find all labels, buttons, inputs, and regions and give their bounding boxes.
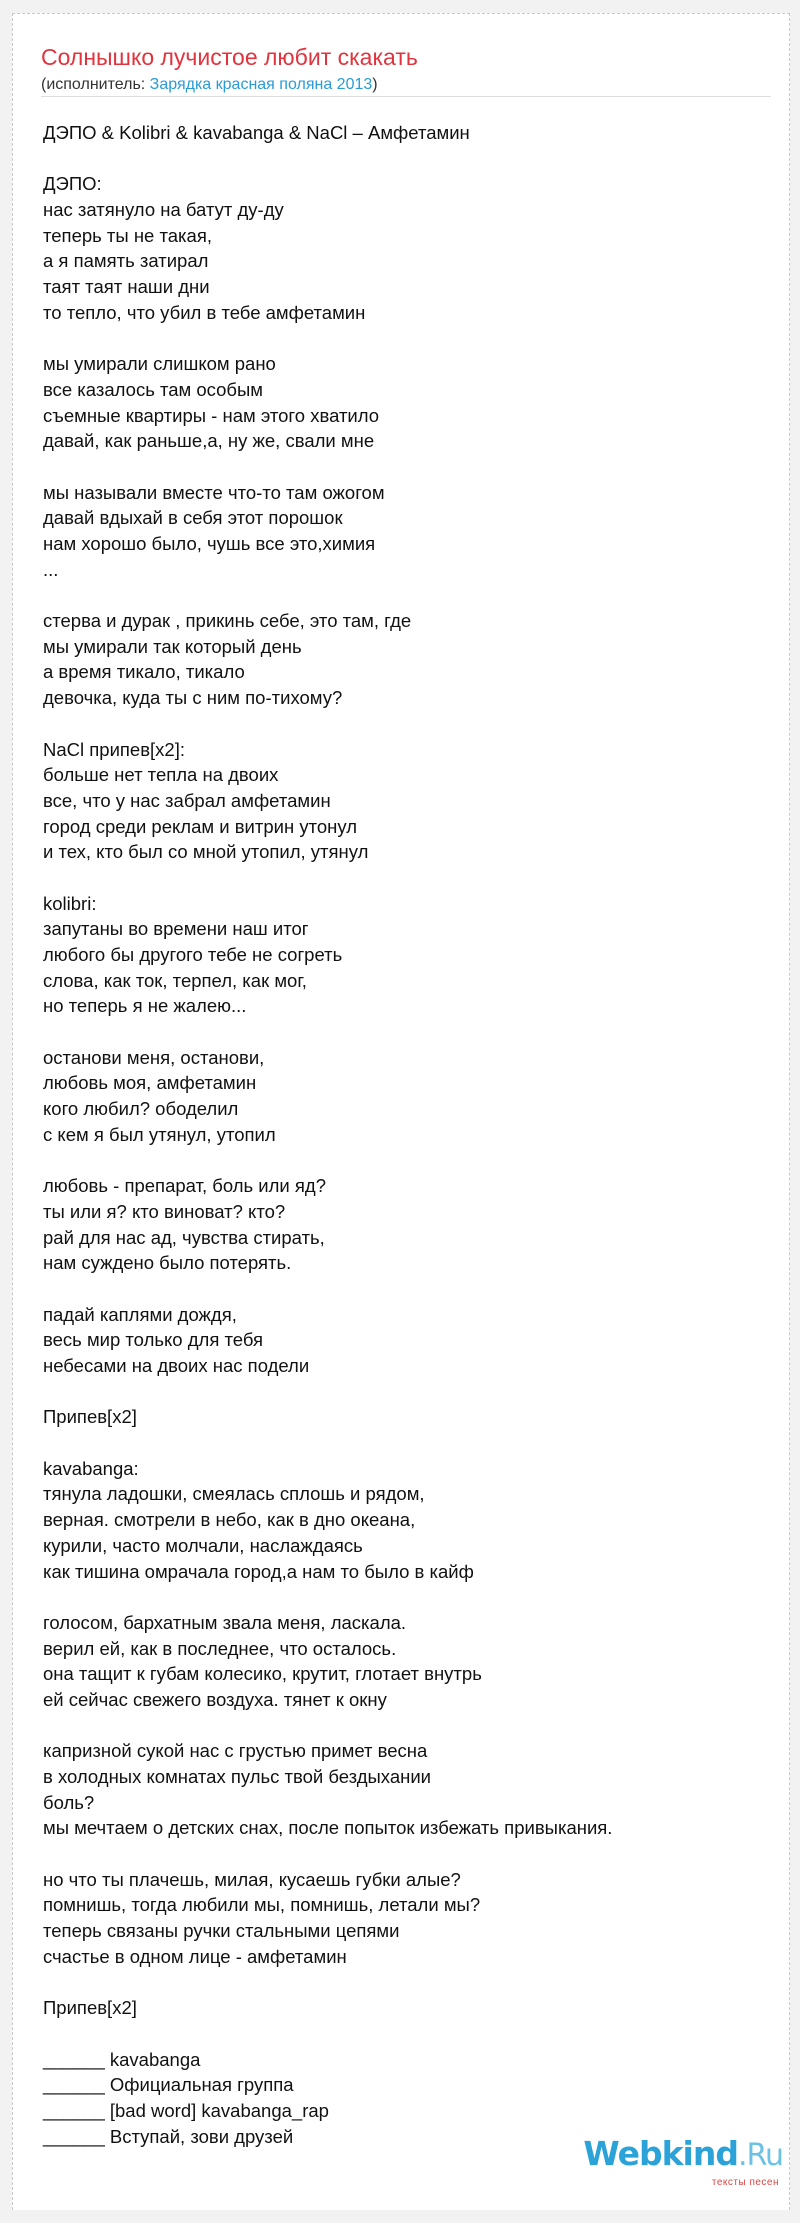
lyric-blank-line (43, 1379, 778, 1405)
lyric-line: рай для нас ад, чувства стирать, (43, 1226, 325, 1248)
lyric-line: но теперь я не жалею... (43, 995, 247, 1017)
lyric-blank-line (43, 1148, 778, 1174)
lyric-blank-line (43, 865, 778, 891)
lyric-line: верил ей, как в последнее, что осталось. (43, 1637, 397, 1659)
lyric-line: слова, как ток, терпел, как мог, (43, 969, 307, 991)
lyric-line: мы умирали так который день (43, 635, 302, 657)
lyric-line: помнишь, тогда любили мы, помнишь, летали мы? (43, 1894, 481, 1916)
artist-link[interactable]: Зарядка красная поляна 2013 (149, 76, 373, 93)
lyric-blank-line (43, 1019, 778, 1045)
artist-byline (41, 75, 378, 95)
lyric-line: ДЭПО: (43, 173, 102, 195)
lyric-line: небесами на двоих нас подели (43, 1355, 310, 1376)
lyric-line: таят таят наши дни (43, 276, 210, 298)
lyric-line: с кем я был утянул, утопил (43, 1123, 276, 1145)
lyric-blank-line (43, 582, 778, 608)
lyric-line: она тащит к губам колесико, крутит, глотает внутрь (43, 1663, 482, 1685)
lyric-line: боль? (43, 1791, 95, 1813)
lyric-line: ДЭПО & Kolibri & kavabanga & NaCl – Амфетамин (43, 122, 470, 143)
lyric-line: верная. смотрели в небо, как в дно океана, (43, 1509, 416, 1531)
logo-wordmark (583, 2134, 783, 2173)
song-title: Солнышко лучистое любит скакать (41, 44, 418, 70)
lyric-line: мы умирали слишком рано (43, 353, 276, 375)
webkind-logo[interactable] (583, 2134, 783, 2194)
lyric-line: голосом, бархатным звала меня, ласкала. (43, 1611, 407, 1633)
lyric-line: нам хорошо было, чушь все это,химия (43, 533, 376, 554)
lyric-line: мы называли вместе что-то там ожогом (43, 481, 385, 503)
lyric-blank-line (43, 146, 778, 172)
lyric-line: нам суждено было потерять. (43, 1252, 292, 1274)
lyric-line: а время тикало, тикало (43, 661, 245, 683)
lyric-line: теперь ты не такая, (43, 224, 212, 246)
lyric-blank-line (43, 1970, 778, 1996)
lyric-line: нас затянуло на батут ду-ду (43, 199, 284, 221)
lyric-line: останови меня, останови, (43, 1046, 265, 1068)
lyric-line: ты или я? кто виноват? кто? (43, 1200, 286, 1222)
logo-domain: .Ru (737, 2138, 783, 2173)
lyric-line: ______ [bad word] kavabanga_rap (43, 2099, 329, 2121)
logo-tagline: тексты песен (711, 2177, 779, 2188)
lyric-blank-line (43, 1584, 778, 1610)
lyric-line: счастье в одном лице - амфетамин (43, 1945, 347, 1967)
lyric-line: но что ты плачешь, милая, кусаешь губки алые? (43, 1868, 461, 1890)
lyric-line: капризной сукой нас с грустью примет весна (43, 1740, 428, 1762)
lyric-line: kolibri: (43, 892, 97, 914)
lyric-line: давай вдыхай в себя этот порошок (43, 507, 343, 529)
lyric-line: ... (43, 558, 59, 580)
lyric-line: тянула ладошки, смеялась сплошь и рядом, (43, 1483, 425, 1505)
lyric-line: ей сейчас свежего воздуха. тянет к окну (43, 1688, 387, 1710)
lyric-line: падай каплями дождя, (43, 1303, 237, 1325)
lyric-blank-line (43, 1430, 778, 1456)
lyric-line: кого любил? ободелил (43, 1098, 239, 1120)
lyric-line: все, что у нас забрал амфетамин (43, 789, 331, 811)
lyric-line: стерва и дурак , прикинь себе, это там, где (43, 610, 412, 632)
lyric-blank-line (43, 1276, 778, 1302)
lyric-line: в холодных комнатах пульс твой бездыхании (43, 1766, 432, 1787)
lyric-blank-line (43, 326, 778, 352)
lyric-line: любовь - препарат, боль или яд? (43, 1175, 326, 1197)
lyric-line: запутаны во времени наш итог (43, 918, 309, 940)
lyric-line: и тех, кто был со мной утопил, утянул (43, 841, 369, 863)
lyric-line: ______ Вступай, зови друзей (43, 2125, 294, 2147)
lyric-blank-line (43, 1841, 778, 1867)
lyric-line: как тишина омрачала город,а нам то было в кайф (43, 1560, 474, 1582)
lyric-line: мы мечтаем о детских снах, после попыток избежать привыкания. (43, 1817, 613, 1839)
lyric-line: давай, как раньше,а, ну же, свали мне (43, 430, 375, 452)
lyric-line: больше нет тепла на двоих (43, 764, 279, 786)
lyric-line: то тепло, что убил в тебе амфетамин (43, 301, 366, 323)
byline-prefix: (исполнитель: (41, 76, 150, 93)
lyric-line: Припев[x2] (43, 1406, 137, 1428)
lyric-line: съемные квартиры - нам этого хватило (43, 404, 380, 426)
lyric-blank-line (43, 1713, 778, 1739)
lyric-line: весь мир только для тебя (43, 1329, 264, 1351)
lyrics-text (43, 120, 778, 2149)
lyric-line: ______ Официальная группа (43, 2074, 294, 2096)
lyric-line: Припев[x2] (43, 1997, 137, 2019)
lyric-line: теперь связаны ручки стальными цепями (43, 1920, 400, 1942)
lyric-line: kavabanga: (43, 1457, 139, 1479)
lyric-blank-line (43, 454, 778, 480)
lyric-line: любовь моя, амфетамин (43, 1072, 257, 1094)
lyric-line: любого бы другого тебе не согреть (43, 944, 343, 965)
lyric-line: ______ kavabanga (43, 2048, 201, 2070)
lyric-line: девочка, куда ты с ним по-тихому? (43, 687, 343, 709)
byline-suffix: ) (372, 76, 378, 93)
lyric-line: NaCl припев[x2]: (43, 738, 185, 760)
header-divider (41, 96, 771, 97)
logo-name: Webkind (583, 2134, 738, 2173)
lyric-blank-line (43, 2021, 778, 2047)
page-container (12, 13, 790, 2210)
lyric-line: а я память затирал (43, 250, 209, 272)
lyric-line: курили, часто молчали, наслаждаясь (43, 1534, 363, 1556)
lyric-line: все казалось там особым (43, 378, 264, 400)
lyric-line: город среди реклам и витрин утонул (43, 815, 357, 837)
lyric-blank-line (43, 711, 778, 737)
